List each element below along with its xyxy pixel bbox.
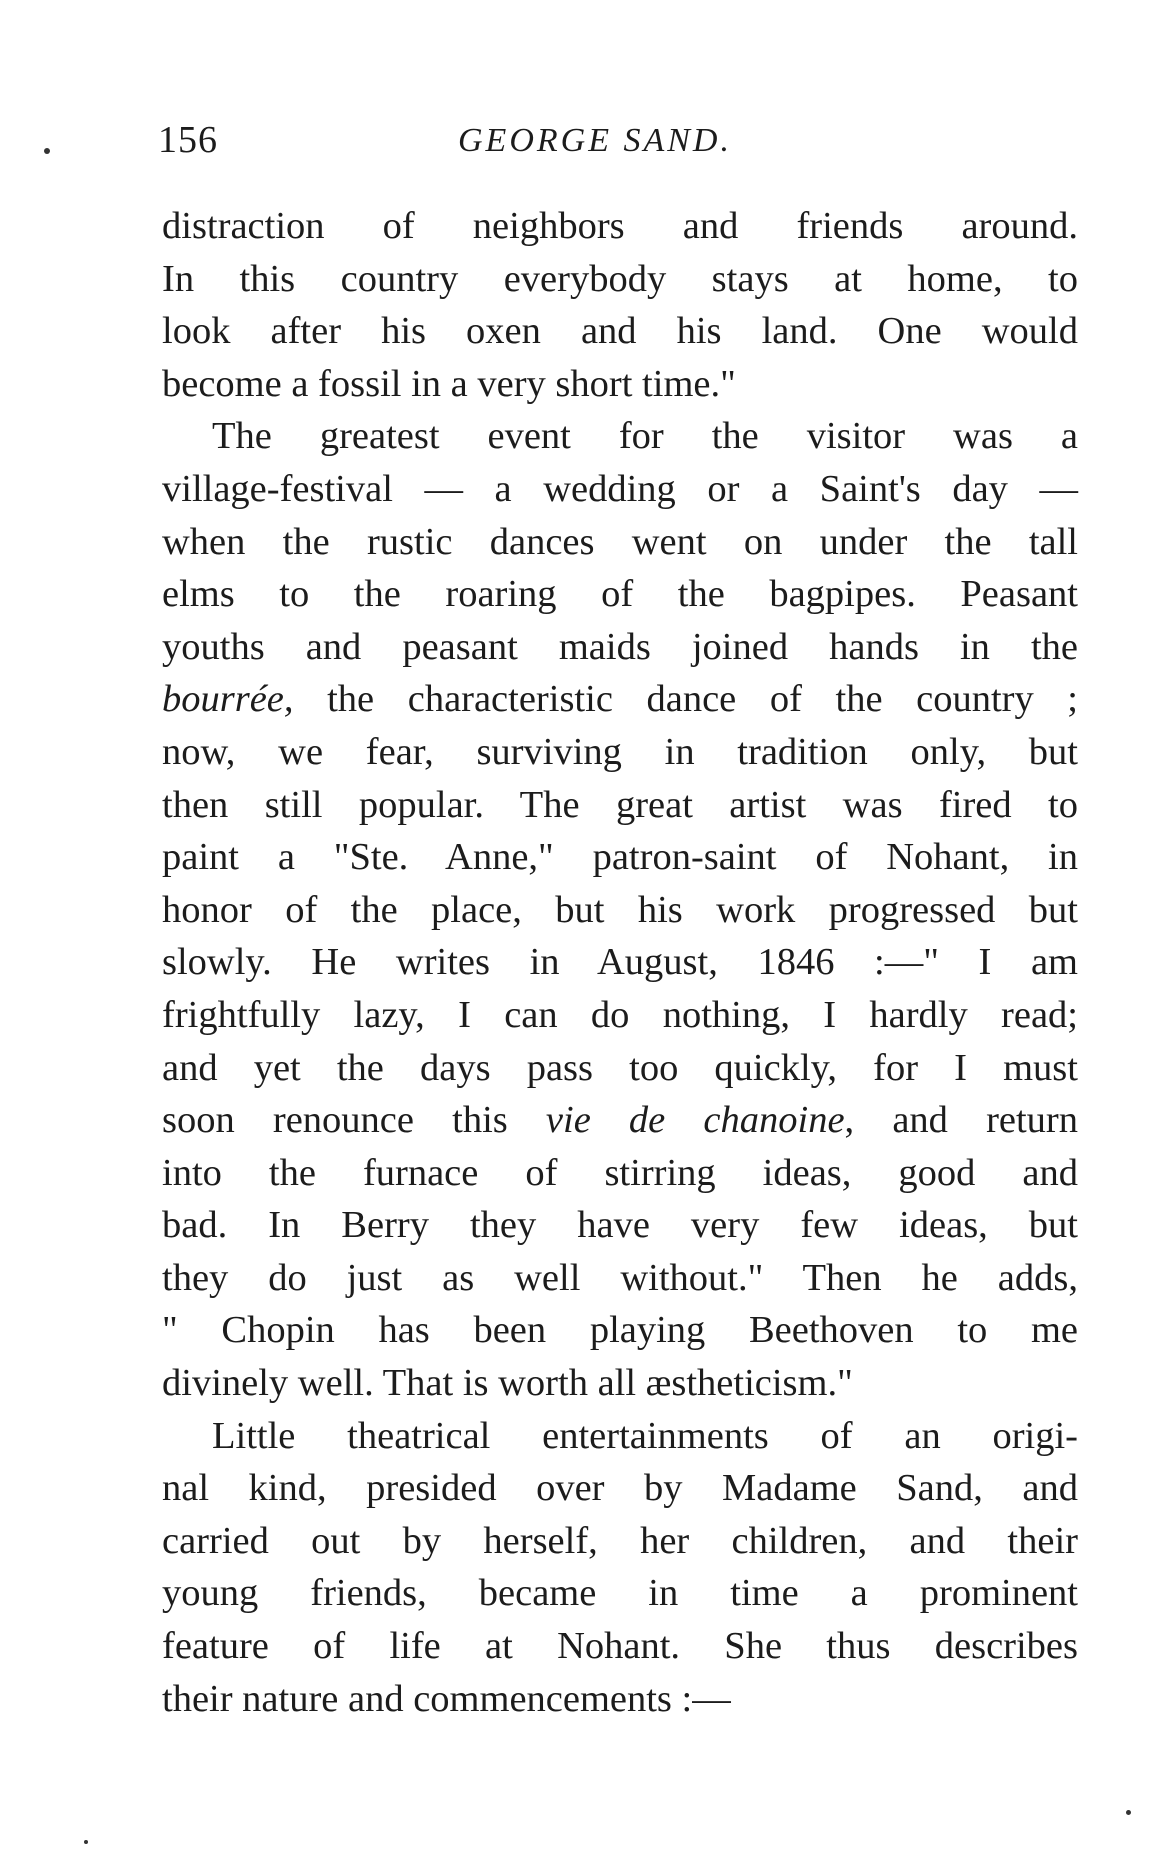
text-line: nal kind, presided over by Madame Sand, and	[162, 1467, 1078, 1510]
line-start: soon renounce this	[162, 1099, 546, 1142]
text-line: In this country everybody stays at home, to	[162, 257, 1078, 300]
text-line: divinely well. That is worth all æstheticism."	[162, 1362, 853, 1405]
text-line: become a fossil in a very short time."	[162, 362, 736, 405]
text-line: Little theatrical entertainments of an origi-	[212, 1414, 1078, 1457]
text-line: village-festival — a wedding or a Saint's day —	[162, 467, 1078, 510]
text-line	[162, 1094, 1078, 1147]
text-line: bad. In Berry they have very few ideas, but	[162, 1204, 1078, 1247]
margin-speck	[84, 1840, 88, 1844]
text-line: when the rustic dances went on under the tall	[162, 520, 1078, 563]
text-line: and yet the days pass too quickly, for I must	[162, 1046, 1078, 1089]
text-line: they do just as well without." Then he adds,	[162, 1256, 1078, 1299]
body-text	[162, 200, 1078, 1725]
text-line: young friends, became in time a prominent	[162, 1572, 1078, 1615]
text-line: their nature and commencements :—	[162, 1677, 731, 1720]
text-line: elms to the roaring of the bagpipes. Peasant	[162, 573, 1078, 616]
text-line: feature of life at Nohant. She thus describes	[162, 1625, 1078, 1668]
margin-speck	[1126, 1810, 1131, 1815]
text-line: carried out by herself, her children, and their	[162, 1519, 1078, 1562]
page-number: 156	[158, 119, 218, 161]
italic-phrase: vie de chanoine	[545, 1099, 845, 1142]
margin-speck	[44, 148, 50, 154]
page-header	[158, 118, 903, 168]
text-line: now, we fear, surviving in tradition only, but	[162, 730, 1078, 773]
text-line: frightfully lazy, I can do nothing, I hardly read;	[162, 993, 1078, 1036]
running-head: GEORGE SAND.	[458, 122, 732, 159]
text-line: honor of the place, but his work progressed but	[162, 888, 1078, 931]
text-line: into the furnace of stirring ideas, good and	[162, 1151, 1078, 1194]
text-line: The greatest event for the visitor was a	[212, 415, 1078, 458]
text-line	[162, 673, 1078, 726]
text-line: look after his oxen and his land. One would	[162, 310, 1078, 353]
text-line: slowly. He writes in August, 1846 :—" I am	[162, 941, 1078, 984]
text-line: paint a "Ste. Anne," patron-saint of Nohant, in	[162, 836, 1078, 879]
text-line: " Chopin has been playing Beethoven to me	[162, 1309, 1078, 1352]
text-line: distraction of neighbors and friends around.	[162, 205, 1078, 247]
line-remainder: the characteristic dance of the country ;	[293, 678, 1078, 721]
text-line: then still popular. The great artist was fired to	[162, 783, 1078, 826]
italic-term: bourrée,	[162, 678, 294, 721]
text-line: youths and peasant maids joined hands in the	[162, 625, 1078, 668]
line-remainder: , and return	[844, 1099, 1078, 1142]
